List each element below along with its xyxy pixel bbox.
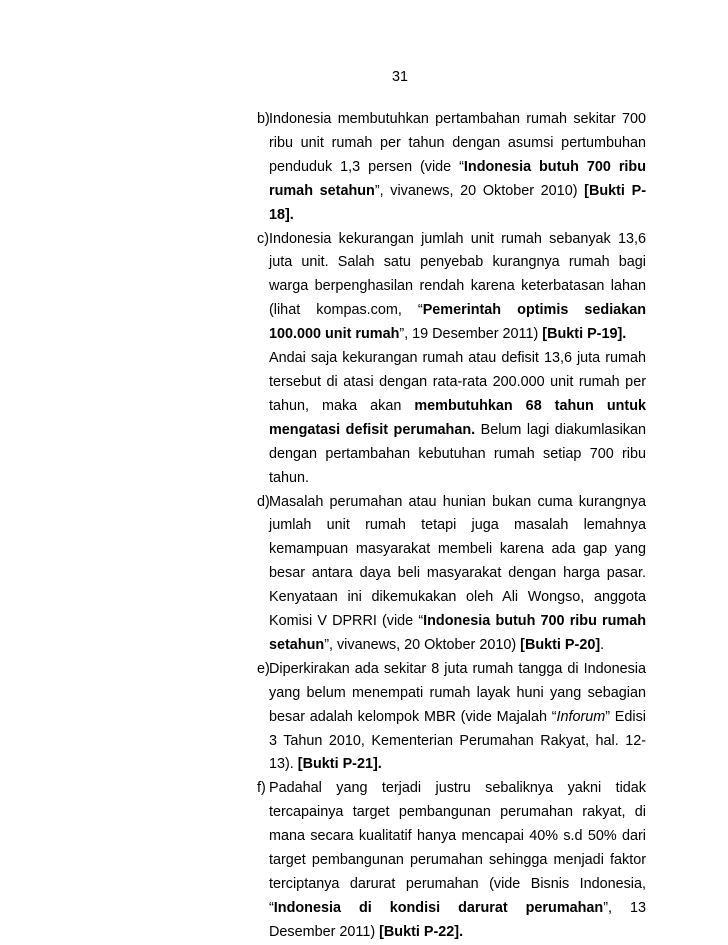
list-item-content (269, 658, 646, 778)
paragraph (269, 228, 646, 348)
text-run: Indonesia kekurangan jumlah unit rumah sebanyak 13,6 juta unit. Salah satu penyebab kurangnya rumah bagi warga berpenghasilan rendah karena keterbatasan lahan (lihat kompas.com, “ (269, 230, 646, 319)
text-run: ”, vivanews, 20 Oktober 2010) (374, 182, 585, 199)
paragraph (269, 658, 646, 778)
list-item-content (269, 777, 646, 944)
list-item-marker: f) (257, 780, 266, 797)
text-run: ”, 19 Desember 2011) (399, 326, 543, 343)
bold-text: Indonesia butuh 700 ribu rumah setahun (269, 613, 646, 653)
list-item (257, 658, 646, 778)
list-item (257, 228, 646, 491)
list-item-content (269, 108, 646, 228)
bold-text: Pemerintah optimis sediakan 100.000 unit rumah (269, 302, 646, 343)
bold-text: Indonesia butuh 700 ribu rumah setahun (269, 158, 647, 199)
text-run: Diperkirakan ada sekitar 8 juta rumah tangga di Indonesia yang belum menempati rumah layak huni yang sebagian besar adalah kelompok MBR (vide Majalah “ (269, 660, 646, 725)
bold-text: [Bukti P-22]. (379, 923, 464, 940)
text-run: Belum lagi diakumlasikan dengan pertambahan kebutuhan rumah setiap 700 ribu tahun. (269, 421, 646, 486)
list-item-marker: b) (257, 111, 270, 127)
text-run: Masalah perumahan atau hunian bukan cuma kurangnya jumlah unit rumah tetapi juga masalah lemahnya kemampuan masyarakat membeli karena ada gap yang besar antara daya beli masyarakat dengan harga pasar. Kenyataan ini dikemukakan oleh Ali Wongso, anggota Komisi V DPRRI (vide “ (269, 493, 646, 630)
list-item-marker: c) (257, 230, 269, 247)
list-item-content (269, 491, 646, 658)
list-item (257, 491, 646, 658)
paragraph (269, 347, 646, 490)
text-run: . (600, 636, 605, 653)
text-run: ” Edisi 3 Tahun 2010, Kementerian Perumahan Rakyat, hal. 12-13). (269, 708, 647, 773)
paragraph (269, 491, 646, 658)
text-run: ”, 13 Desember 2011) (269, 899, 646, 940)
document-body (257, 108, 646, 945)
bold-text: [Bukti P-18]. (269, 182, 646, 223)
bold-text: [Bukti P-20] (520, 636, 601, 653)
italic-text: Inforum (556, 708, 606, 725)
page-number: 31 (391, 69, 408, 85)
text-run: ”, vivanews, 20 Oktober 2010) (324, 636, 521, 653)
paragraph (269, 777, 646, 944)
text-run: Indonesia membutuhkan pertambahan rumah sekitar 700 ribu unit rumah per tahun dengan asumsi pertumbuhan penduduk 1,3 persen (vide “ (269, 111, 646, 175)
bold-text: [Bukti P-19]. (542, 326, 627, 343)
list-item-content (269, 228, 646, 491)
list-item (257, 108, 646, 228)
bold-text: [Bukti P-21]. (297, 756, 382, 773)
text-run: Andai saja kekurangan rumah atau defisit 13,6 juta rumah tersebut di atasi dengan rata-rata 200.000 unit rumah per tahun, maka akan (269, 350, 646, 414)
bold-text: Indonesia di kondisi darurat perumahan (273, 899, 604, 916)
list-item-marker: d) (257, 493, 270, 510)
bold-text: membutuhkan 68 tahun untuk mengatasi defisit perumahan. (269, 397, 646, 438)
list-item (257, 777, 646, 944)
paragraph (269, 108, 646, 228)
text-run: Padahal yang terjadi justru sebaliknya yakni tidak tercapainya target pembangunan perumahan rakyat, di mana secara kualitatif hanya mencapai 40% s.d 50% dari target pembangunan perumahan sehingga menjadi faktor terciptanya darurat perumahan (vide Bisnis Indonesia, “ (269, 780, 646, 916)
list-item-marker: e) (257, 660, 270, 677)
